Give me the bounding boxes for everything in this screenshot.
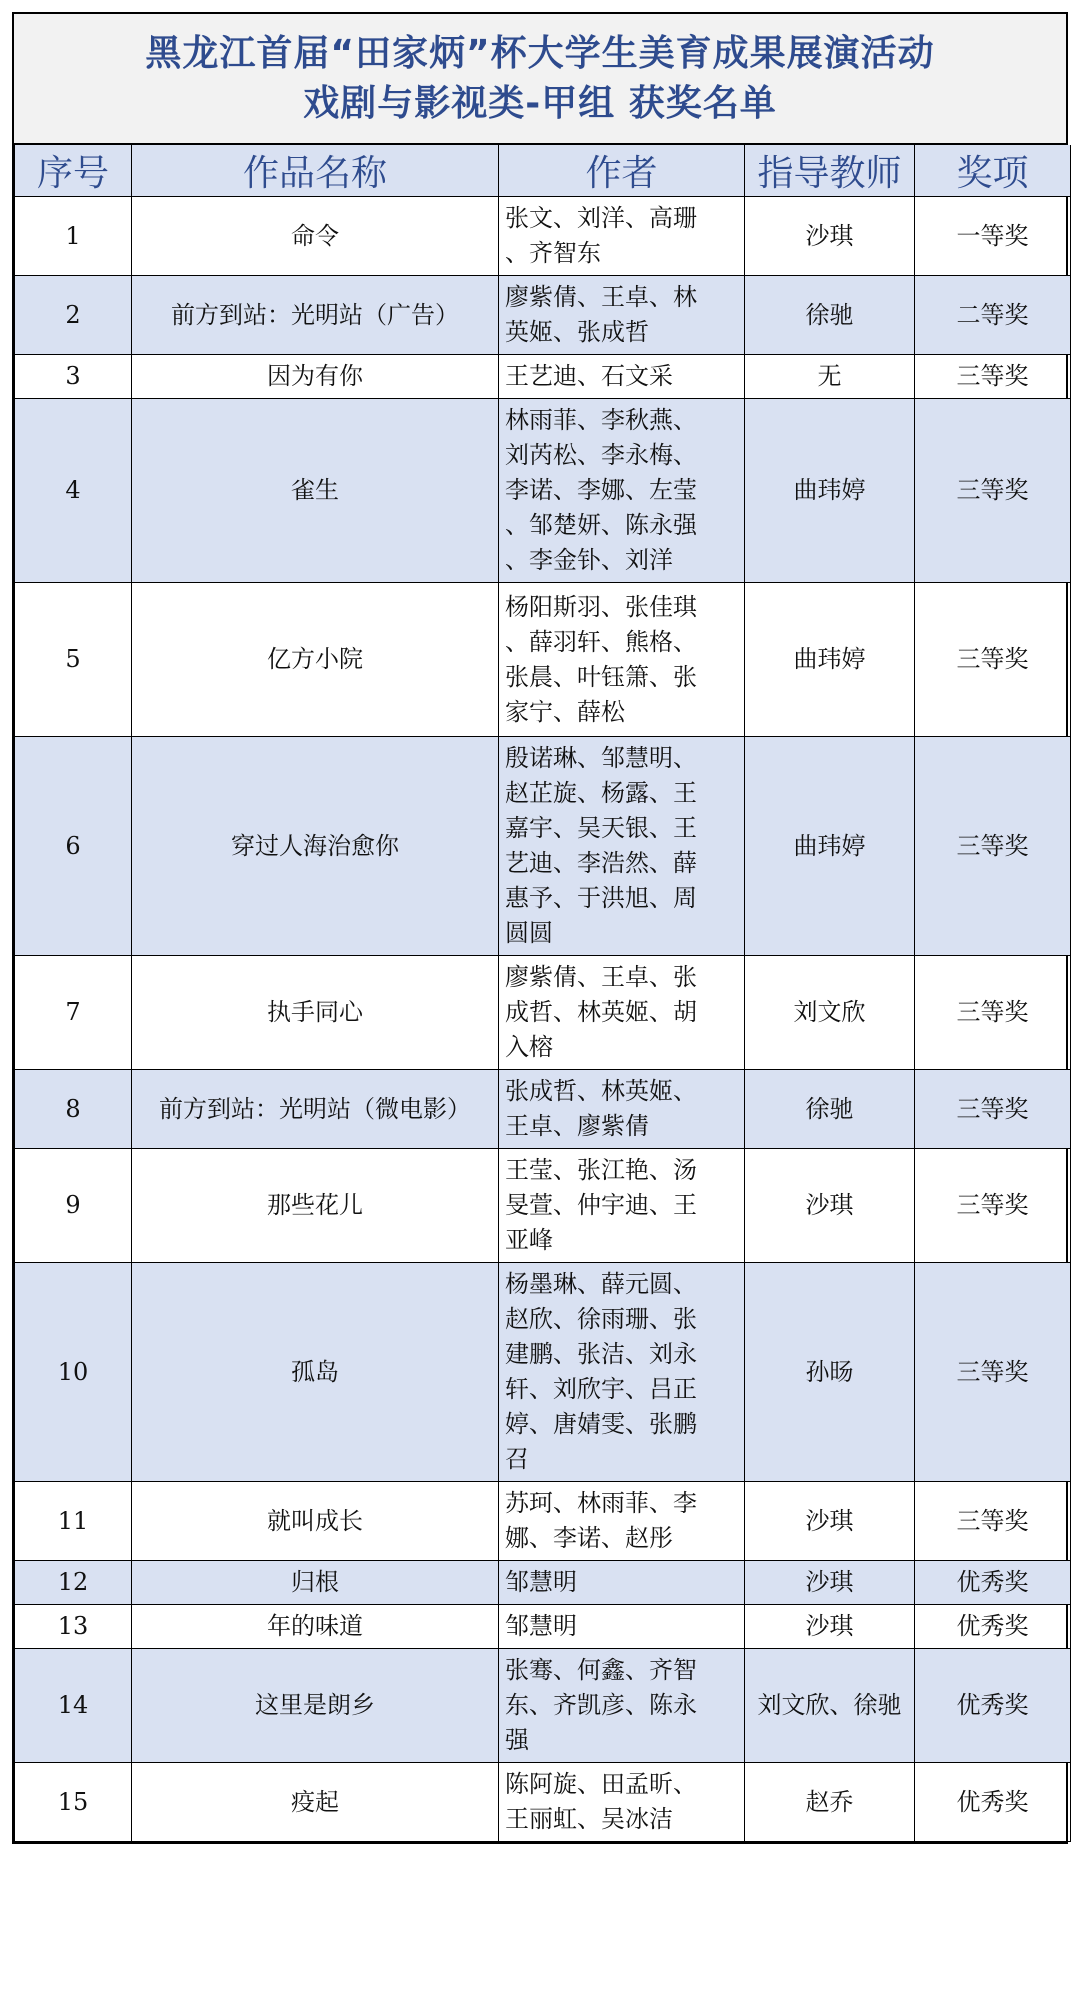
author-line: 娜、李诺、赵彤 — [505, 1524, 673, 1552]
table-row — [15, 197, 1071, 276]
cell-award-text: 三等奖 — [956, 831, 1029, 860]
title-block — [14, 14, 1066, 145]
cell-teacher — [745, 1763, 915, 1842]
page-subtitle: 戏剧与影视类-甲组 获奖名单 — [303, 82, 777, 124]
cell-author — [499, 1482, 745, 1561]
cell-teacher-text: 刘文欣 — [793, 998, 866, 1026]
author-line: 杨阳斯羽、张佳琪 — [505, 592, 697, 621]
cell-award — [915, 583, 1071, 737]
header-row — [15, 145, 1071, 197]
author-line: 入榕 — [505, 1033, 553, 1061]
cell-award-text: 一等奖 — [956, 221, 1029, 250]
cell-no — [15, 1263, 132, 1482]
cell-work-text: 执手同心 — [267, 998, 363, 1026]
author-line: 召 — [505, 1445, 529, 1473]
cell-work-text: 就叫成长 — [267, 1506, 363, 1535]
cell-no-text: 12 — [57, 1568, 89, 1596]
author-line: 家宁、薛松 — [505, 697, 625, 726]
cell-author — [499, 737, 745, 956]
cell-work-text: 因为有你 — [267, 362, 363, 390]
author-line: 殷诺琳、邹慧明、 — [505, 744, 697, 772]
cell-teacher — [745, 1561, 915, 1605]
cell-teacher — [745, 583, 915, 737]
author-line: 、齐智东 — [505, 239, 601, 267]
table-row — [15, 1649, 1071, 1763]
table-row — [15, 1605, 1071, 1649]
author-line: 亚峰 — [505, 1226, 553, 1254]
author-line: 、李金钋、刘洋 — [505, 546, 673, 574]
cell-author — [499, 276, 745, 355]
cell-teacher — [745, 737, 915, 956]
table-row — [15, 1561, 1071, 1605]
cell-work-text: 亿方小院 — [267, 645, 363, 673]
cell-teacher — [745, 1149, 915, 1263]
author-line: 成哲、林英姬、胡 — [505, 998, 697, 1026]
cell-work — [132, 583, 499, 737]
author-line: 艺迪、李浩然、薛 — [505, 849, 697, 877]
table-row — [15, 355, 1071, 399]
cell-teacher-text: 徐驰 — [805, 1094, 854, 1123]
table-row — [15, 956, 1071, 1070]
cell-teacher — [745, 1482, 915, 1561]
table-row — [15, 1263, 1071, 1482]
cell-no-text: 4 — [65, 476, 81, 504]
author-line: 圆圆 — [505, 919, 553, 947]
author-line: 赵芷旋、杨露、王 — [505, 779, 697, 807]
cell-work — [132, 1605, 499, 1649]
author-line: 赵欣、徐雨珊、张 — [505, 1305, 697, 1333]
cell-no-text: 13 — [57, 1612, 89, 1640]
award-table — [14, 145, 1071, 1842]
author-line: 陈阿旋、田孟昕、 — [505, 1770, 697, 1798]
cell-award — [915, 1070, 1071, 1149]
cell-award-text: 三等奖 — [956, 645, 1029, 673]
cell-work-text: 归根 — [291, 1568, 339, 1596]
header-award: 奖项 — [915, 145, 1071, 197]
header-work: 作品名称 — [132, 145, 499, 197]
cell-teacher-text: 刘文欣、徐驰 — [757, 1691, 902, 1719]
author-line: 廖紫倩、王卓、张 — [505, 963, 697, 991]
author-line: 强 — [505, 1726, 529, 1754]
author-line: 张骞、何鑫、齐智 — [505, 1656, 697, 1684]
cell-no-text: 7 — [65, 998, 81, 1026]
cell-teacher-text: 无 — [817, 362, 842, 390]
cell-teacher — [745, 1605, 915, 1649]
cell-no — [15, 1763, 132, 1842]
author-line: 王艺迪、石文采 — [505, 362, 673, 390]
cell-work — [132, 956, 499, 1070]
cell-teacher — [745, 1649, 915, 1763]
cell-no-text: 10 — [57, 1357, 89, 1386]
cell-teacher-text: 曲玮婷 — [793, 645, 866, 673]
cell-work — [132, 1070, 499, 1149]
cell-work — [132, 276, 499, 355]
author-line: 建鹏、张洁、刘永 — [505, 1340, 697, 1368]
table-row — [15, 399, 1071, 583]
author-line: 邹慧明 — [505, 1568, 577, 1596]
cell-no — [15, 1649, 132, 1763]
award-list-sheet — [12, 12, 1068, 1844]
cell-teacher — [745, 399, 915, 583]
author-line: 王卓、廖紫倩 — [505, 1112, 649, 1140]
cell-no — [15, 197, 132, 276]
cell-work — [132, 1561, 499, 1605]
cell-work-text: 命令 — [291, 221, 339, 250]
cell-no — [15, 583, 132, 737]
cell-award — [915, 956, 1071, 1070]
cell-work — [132, 355, 499, 399]
cell-author — [499, 1561, 745, 1605]
author-line: 王丽虹、吴冰洁 — [505, 1805, 673, 1833]
author-line: 廖紫倩、王卓、林 — [505, 283, 697, 311]
cell-author — [499, 399, 745, 583]
author-line: 嘉宇、吴天银、王 — [505, 814, 697, 842]
page-title: 黑龙江首届“田家炳”杯大学生美育成果展演活动 — [145, 32, 935, 74]
cell-award — [915, 1482, 1071, 1561]
cell-work-text: 前方到站：光明站（广告） — [171, 300, 459, 329]
header-no: 序号 — [15, 145, 132, 197]
cell-teacher-text: 沙琪 — [805, 1568, 854, 1596]
author-line: 张成哲、林英姬、 — [505, 1077, 697, 1105]
author-line: 轩、刘欣宇、吕正 — [505, 1375, 697, 1403]
cell-teacher-text: 徐驰 — [805, 300, 854, 329]
cell-award — [915, 1605, 1071, 1649]
cell-work-text: 年的味道 — [267, 1612, 363, 1640]
cell-no — [15, 1605, 132, 1649]
cell-author — [499, 1263, 745, 1482]
author-line: 东、齐凯彦、陈永 — [505, 1691, 697, 1719]
cell-award — [915, 399, 1071, 583]
cell-no — [15, 276, 132, 355]
cell-no-text: 3 — [65, 362, 81, 390]
author-line: 王莹、张江艳、汤 — [505, 1156, 697, 1184]
cell-teacher — [745, 355, 915, 399]
cell-award-text: 三等奖 — [956, 998, 1029, 1026]
cell-no — [15, 737, 132, 956]
cell-work — [132, 1149, 499, 1263]
cell-work-text: 穿过人海治愈你 — [231, 831, 399, 860]
author-line: 苏珂、林雨菲、李 — [505, 1489, 697, 1517]
cell-award — [915, 1149, 1071, 1263]
header-teacher: 指导教师 — [745, 145, 915, 197]
cell-teacher-text: 沙琪 — [805, 1612, 854, 1640]
award-table-body — [15, 197, 1071, 1842]
author-line: 邹慧明 — [505, 1612, 577, 1640]
cell-work — [132, 197, 499, 276]
cell-award-text: 优秀奖 — [956, 1568, 1029, 1596]
author-line: 张晨、叶钰箫、张 — [505, 662, 697, 691]
author-line: 刘芮松、李永梅、 — [505, 441, 697, 469]
cell-author — [499, 956, 745, 1070]
cell-author — [499, 1070, 745, 1149]
cell-no — [15, 1561, 132, 1605]
author-line: 旻萱、仲宇迪、王 — [505, 1191, 697, 1219]
cell-teacher — [745, 1070, 915, 1149]
cell-author — [499, 583, 745, 737]
cell-no — [15, 399, 132, 583]
author-line: 惠予、于洪旭、周 — [505, 884, 697, 912]
cell-author — [499, 1649, 745, 1763]
table-row — [15, 737, 1071, 956]
cell-award — [915, 1263, 1071, 1482]
table-row — [15, 276, 1071, 355]
cell-teacher-text: 曲玮婷 — [793, 476, 866, 504]
cell-award — [915, 197, 1071, 276]
cell-no — [15, 956, 132, 1070]
cell-no-text: 1 — [65, 221, 81, 250]
author-line: 张文、刘洋、高珊 — [505, 204, 697, 232]
header-author: 作者 — [499, 145, 745, 197]
cell-no-text: 6 — [65, 831, 81, 860]
cell-no-text: 15 — [57, 1787, 89, 1816]
cell-no-text: 14 — [57, 1691, 89, 1719]
cell-teacher-text: 赵乔 — [805, 1787, 854, 1816]
cell-award-text: 三等奖 — [956, 476, 1029, 504]
cell-work-text: 疫起 — [291, 1787, 339, 1816]
cell-award-text: 优秀奖 — [956, 1787, 1029, 1816]
cell-author — [499, 1605, 745, 1649]
cell-award — [915, 276, 1071, 355]
cell-award-text: 三等奖 — [956, 1506, 1029, 1535]
cell-work-text: 那些花儿 — [267, 1191, 363, 1219]
cell-work-text: 这里是朗乡 — [255, 1691, 375, 1719]
cell-work-text: 雀生 — [291, 476, 339, 504]
cell-no — [15, 1482, 132, 1561]
cell-no-text: 11 — [57, 1506, 89, 1535]
cell-author — [499, 197, 745, 276]
author-line: 、邹楚妍、陈永强 — [505, 511, 697, 539]
cell-no — [15, 355, 132, 399]
author-line: 、薛羽轩、熊格、 — [505, 627, 697, 656]
cell-work — [132, 399, 499, 583]
cell-teacher — [745, 276, 915, 355]
cell-teacher — [745, 1263, 915, 1482]
cell-author — [499, 355, 745, 399]
cell-award-text: 三等奖 — [956, 362, 1029, 390]
cell-teacher — [745, 197, 915, 276]
author-line: 李诺、李娜、左莹 — [505, 476, 697, 504]
author-line: 杨墨琳、薛元圆、 — [505, 1270, 697, 1298]
cell-award-text: 优秀奖 — [956, 1691, 1029, 1719]
cell-teacher-text: 曲玮婷 — [793, 831, 866, 860]
cell-work-text: 前方到站：光明站（微电影） — [159, 1094, 471, 1123]
author-line: 英姬、张成哲 — [505, 318, 649, 346]
cell-award-text: 二等奖 — [956, 300, 1029, 329]
table-row — [15, 583, 1071, 737]
cell-author — [499, 1149, 745, 1263]
cell-no-text: 8 — [65, 1094, 81, 1123]
table-row — [15, 1763, 1071, 1842]
cell-award — [915, 1561, 1071, 1605]
table-row — [15, 1070, 1071, 1149]
cell-work — [132, 1649, 499, 1763]
cell-award — [915, 1649, 1071, 1763]
cell-award — [915, 1763, 1071, 1842]
cell-teacher-text: 沙琪 — [805, 221, 854, 250]
cell-work — [132, 1763, 499, 1842]
cell-teacher-text: 沙琪 — [805, 1191, 854, 1219]
cell-teacher-text: 孙旸 — [805, 1357, 854, 1386]
cell-award-text: 三等奖 — [956, 1357, 1029, 1386]
cell-award — [915, 737, 1071, 956]
cell-work — [132, 1482, 499, 1561]
author-line: 林雨菲、李秋燕、 — [505, 406, 697, 434]
cell-no-text: 5 — [65, 645, 81, 673]
cell-award — [915, 355, 1071, 399]
table-row — [15, 1149, 1071, 1263]
cell-no-text: 2 — [65, 300, 81, 329]
cell-no-text: 9 — [65, 1191, 81, 1219]
cell-work-text: 孤岛 — [291, 1357, 339, 1386]
cell-teacher-text: 沙琪 — [805, 1506, 854, 1535]
cell-no — [15, 1149, 132, 1263]
cell-no — [15, 1070, 132, 1149]
table-row — [15, 1482, 1071, 1561]
cell-award-text: 三等奖 — [956, 1191, 1029, 1219]
cell-teacher — [745, 956, 915, 1070]
cell-award-text: 优秀奖 — [956, 1612, 1029, 1640]
cell-work — [132, 1263, 499, 1482]
cell-award-text: 三等奖 — [956, 1094, 1029, 1123]
author-line: 婷、唐婧雯、张鹏 — [505, 1410, 697, 1438]
cell-author — [499, 1763, 745, 1842]
cell-work — [132, 737, 499, 956]
